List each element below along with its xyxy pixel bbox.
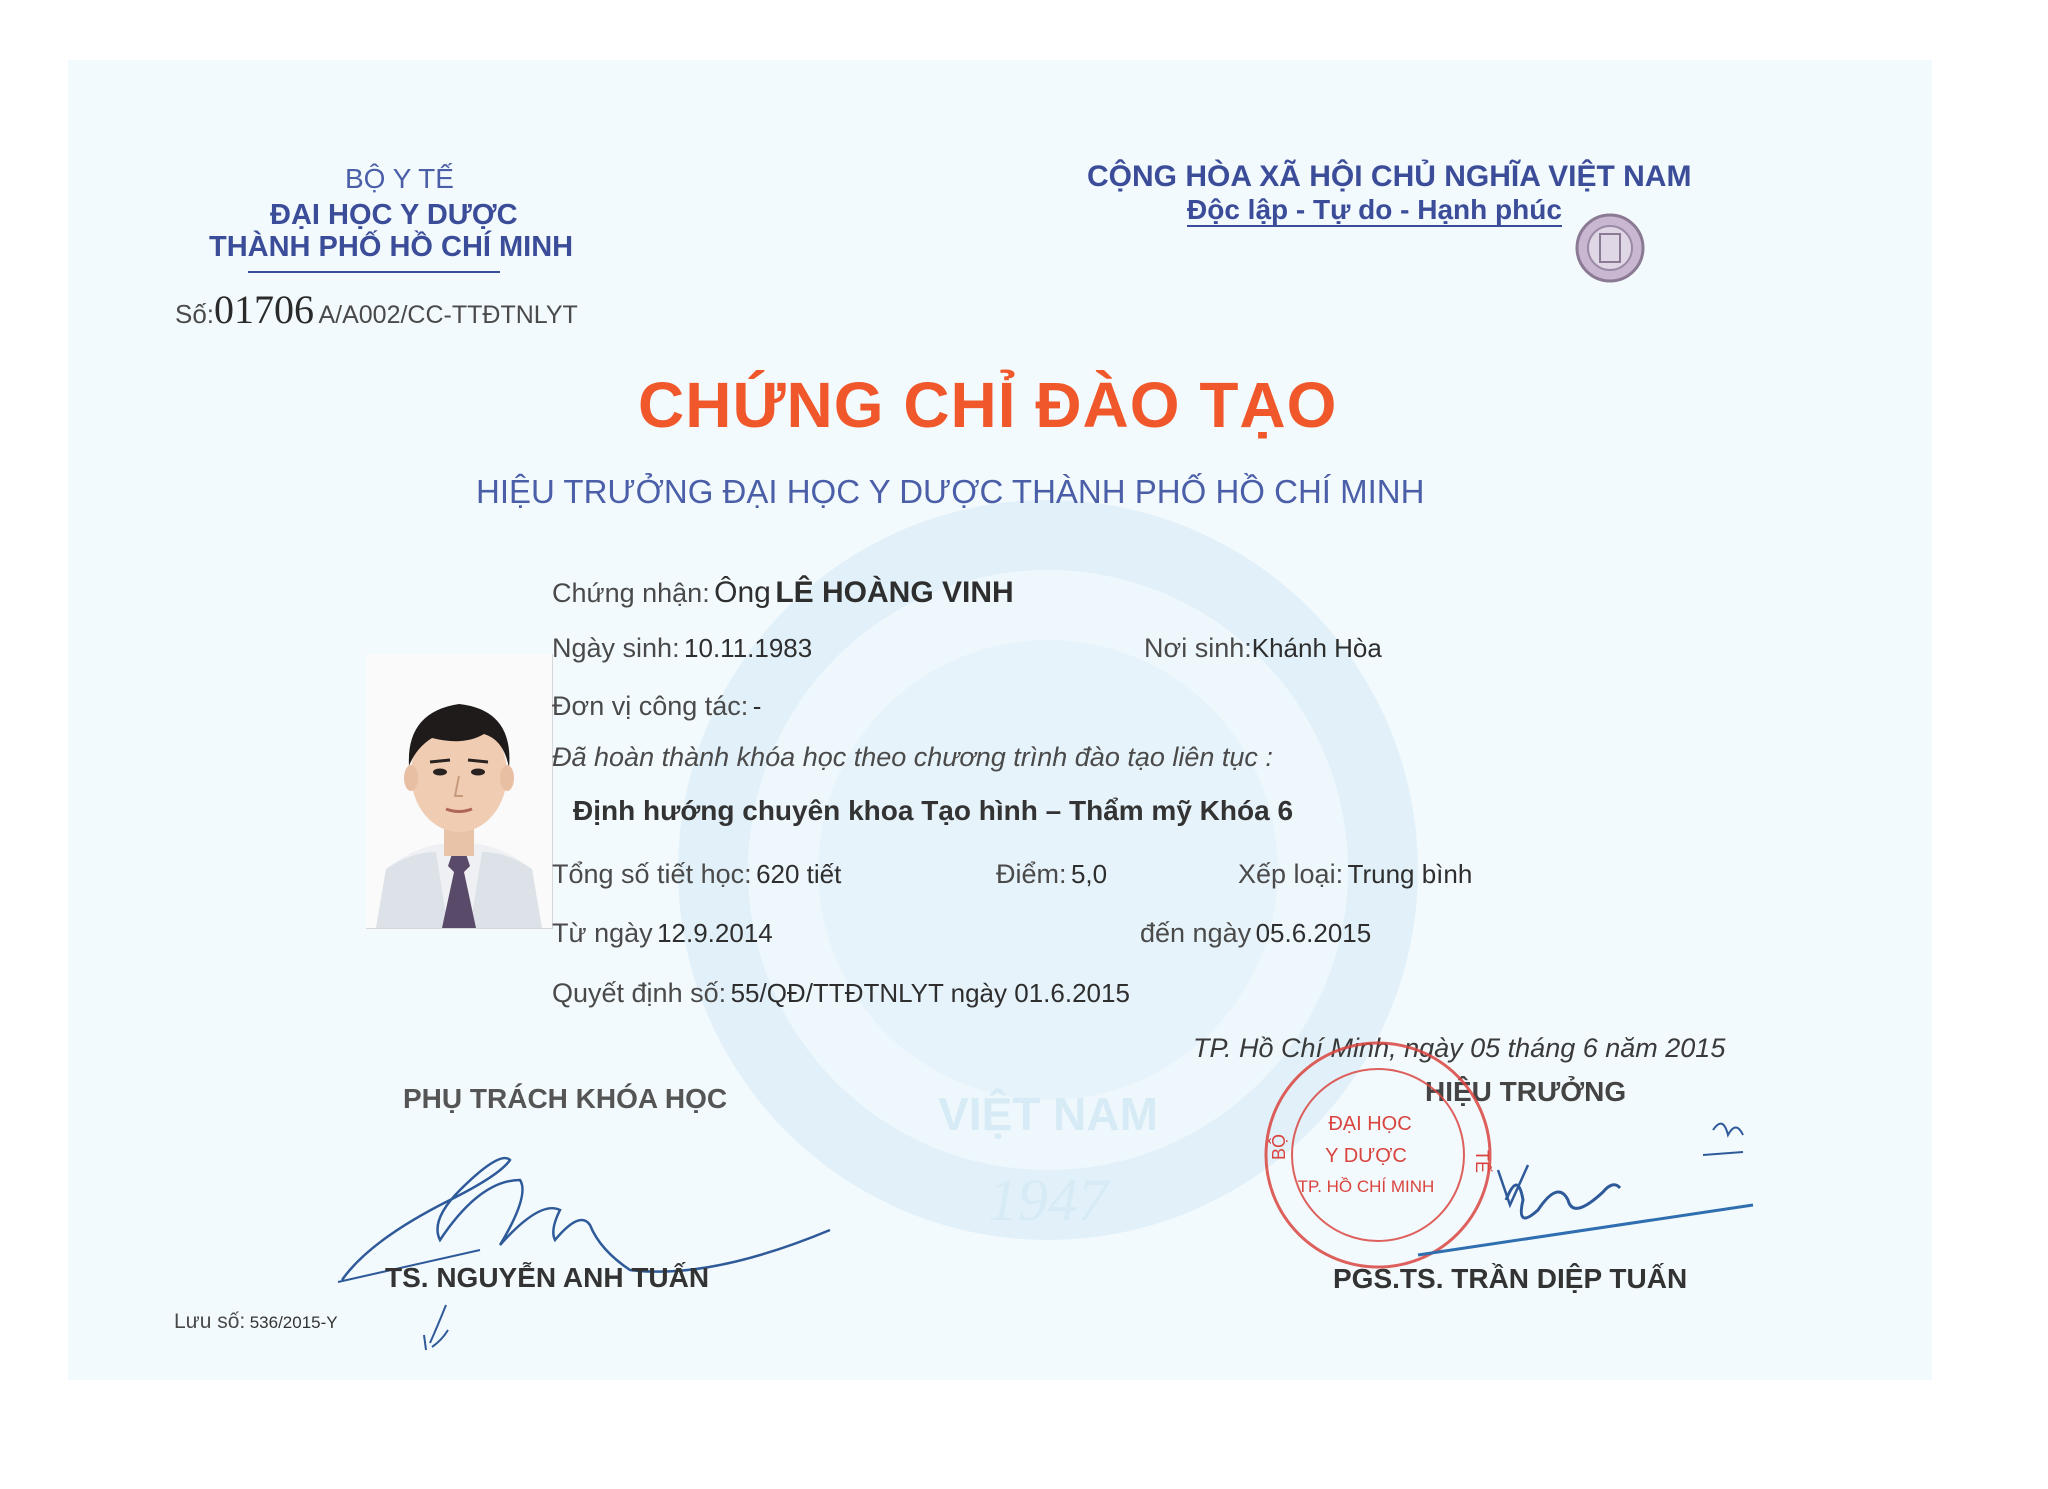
archive-initial-mark xyxy=(418,1295,478,1355)
hours-row xyxy=(552,859,841,890)
ministry-name: BỘ Y TẾ xyxy=(345,163,454,194)
right-signer-role: HIỆU TRƯỞNG xyxy=(1425,1076,1627,1107)
portrait-photo xyxy=(366,654,553,929)
stamp-line1: ĐẠI HỌC xyxy=(1328,1113,1412,1135)
stamp-line2: Y DƯỢC xyxy=(1325,1145,1407,1167)
archive-row xyxy=(174,1310,338,1334)
pob-row xyxy=(1144,633,1382,664)
score-value: 5,0 xyxy=(1070,859,1108,889)
hours-value: 620 tiết xyxy=(756,859,842,889)
score-label: Điểm: xyxy=(996,859,1067,889)
decision-value: 55/QĐ/TTĐTNLYT ngày 01.6.2015 xyxy=(730,978,1130,1008)
dob-row xyxy=(552,633,812,664)
rank-row xyxy=(1238,859,1472,890)
to-label: đến ngày xyxy=(1140,918,1252,948)
stamp-line3: TP. HỒ CHÍ MINH xyxy=(1297,1177,1435,1196)
dob-value: 10.11.1983 xyxy=(684,633,813,663)
number-value: 01706 xyxy=(214,287,315,332)
completed-text: Đã hoàn thành khóa học theo chương trình đào tạo liên tục : xyxy=(552,742,1273,772)
from-label: Từ ngày xyxy=(552,918,653,948)
certificate-title: CHỨNG CHỈ ĐÀO TẠO xyxy=(638,369,1338,441)
header-left-rule xyxy=(248,271,500,273)
stamp-right-text: TẾ xyxy=(1472,1150,1492,1174)
workplace-label: Đơn vị công tác: xyxy=(552,691,749,721)
rank-label: Xếp loại: xyxy=(1238,859,1344,889)
certify-row xyxy=(552,576,1014,610)
workplace-row xyxy=(552,691,761,722)
archive-label: Lưu số: xyxy=(174,1310,246,1333)
score-row xyxy=(996,859,1107,890)
honorific: Ông xyxy=(714,576,771,609)
to-row xyxy=(1140,918,1371,949)
number-suffix: A/A002/CC-TTĐTNLYT xyxy=(318,301,578,329)
stamp-left-text: BỘ xyxy=(1269,1133,1289,1160)
workplace-value: - xyxy=(752,691,762,721)
archive-value: 536/2015-Y xyxy=(249,1313,338,1332)
recipient-name: LÊ HOÀNG VINH xyxy=(775,576,1014,609)
to-value: 05.6.2015 xyxy=(1255,918,1372,948)
watermark-country: VIỆT NAM xyxy=(938,1088,1158,1140)
number-label: Số: xyxy=(175,299,215,329)
from-row xyxy=(552,918,773,949)
issue-date-line: TP. Hồ Chí Minh, ngày 05 tháng 6 năm 2015 xyxy=(1193,1033,1726,1063)
decision-row xyxy=(552,978,1130,1009)
left-signer-role: PHỤ TRÁCH KHÓA HỌC xyxy=(403,1083,728,1114)
university-line1: ĐẠI HỌC Y DƯỢC xyxy=(270,199,518,231)
national-motto: Độc lập - Tự do - Hạnh phúc xyxy=(1187,194,1562,225)
watermark-year: 1947 xyxy=(988,1167,1108,1233)
pob-value: Khánh Hòa xyxy=(1251,633,1382,663)
course-name: Định hướng chuyên khoa Tạo hình – Thẩm mỹ Khóa 6 xyxy=(573,795,1294,826)
pob-label: Nơi sinh: xyxy=(1144,633,1252,663)
republic-name: CỘNG HÒA XÃ HỘI CHỦ NGHĨA VIỆT NAM xyxy=(1087,160,1692,193)
dob-label: Ngày sinh: xyxy=(552,633,680,663)
rank-value: Trung bình xyxy=(1347,859,1473,889)
certificate-number xyxy=(175,286,578,333)
hours-label: Tổng số tiết học: xyxy=(552,859,752,889)
hologram-seal-icon xyxy=(1574,212,1646,284)
right-signer-name: PGS.TS. TRẦN DIỆP TUẤN xyxy=(1333,1263,1688,1294)
from-value: 12.9.2014 xyxy=(657,918,773,948)
decision-label: Quyết định số: xyxy=(552,978,727,1008)
right-signature-mark xyxy=(1398,1110,1778,1280)
left-signer-name: TS. NGUYỄN ANH TUẤN xyxy=(385,1262,710,1293)
certificate xyxy=(68,60,1932,1380)
certify-label: Chứng nhận: xyxy=(552,578,710,608)
university-line2: THÀNH PHỐ HỒ CHÍ MINH xyxy=(209,231,574,263)
certificate-subtitle: HIỆU TRƯỞNG ĐẠI HỌC Y DƯỢC THÀNH PHỐ HỒ CHÍ MINH xyxy=(476,473,1425,510)
